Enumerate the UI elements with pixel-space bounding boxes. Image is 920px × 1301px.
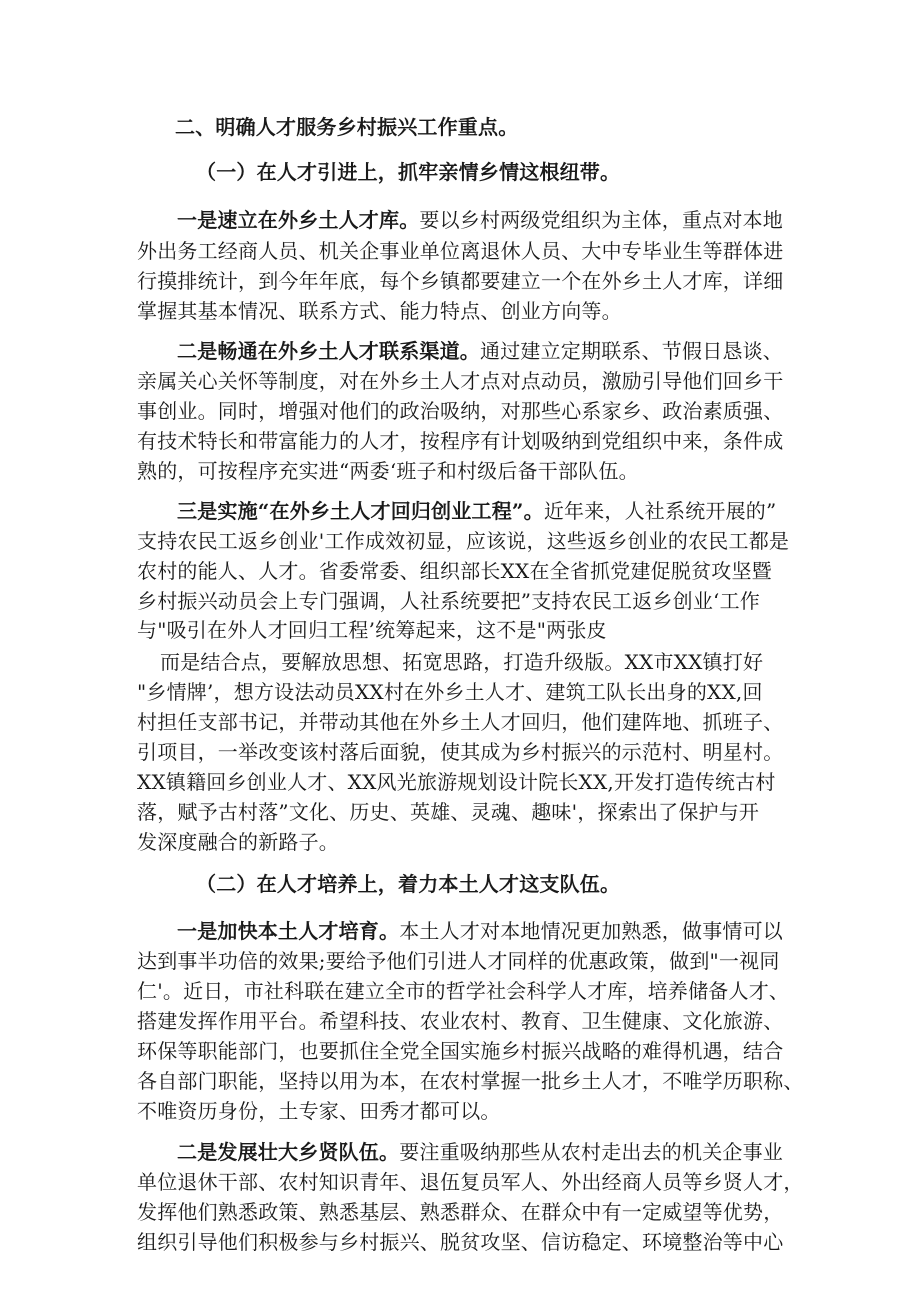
- paragraph-line: 落，赋予古村落”文化、历史、英雄、灵魂、趣味'，探索出了保护与开: [137, 800, 760, 824]
- paragraph-line: 发挥他们熟悉政策、熟悉基层、熟悉群众、在群众中有一定威望等优势，: [137, 1200, 784, 1224]
- paragraph-line: 单位退休干部、农村知识青年、退伍复员军人、外出经商人员等乡贤人才，: [137, 1170, 804, 1194]
- paragraph-line: [177, 497, 776, 525]
- paragraph-line: 引项目，一举改变该村落后面貌，使其成为乡村振兴的示范村、明星村。: [137, 740, 784, 764]
- paragraph-text: 要注重吸纳那些从农村走出去的机关企事业: [399, 1140, 784, 1164]
- paragraph-line: [177, 917, 783, 945]
- paragraph-line: [177, 206, 783, 234]
- paragraph-line: 村担任支部书记，并带动其他在外乡土人才回归，他们建阵地、抓班子、: [137, 710, 784, 734]
- paragraph-line: XX镇籍回乡创业人才、XX风光旅游规划设计院长XX,开发打造传统古村: [137, 770, 776, 794]
- paragraph-line: 外出务工经商人员、机关企事业单位离退休人员、大中专毕业生等群体进: [137, 239, 784, 263]
- section-heading: 二、明确人才服务乡村振兴工作重点。: [175, 115, 519, 139]
- paragraph-line: 亲属关心关怀等制度，对在外乡土人才点对点动员，激励引导他们回乡干: [137, 369, 784, 393]
- paragraph-line: 熟的，可按程序充实进“两委‘班子和村级后备干部队伍。: [137, 459, 639, 483]
- paragraph-line: [177, 1138, 783, 1166]
- paragraph-line: "乡情牌’，想方设法动员XX村在外乡土人才、建筑工队长出身的XX,回: [137, 680, 763, 704]
- paragraph-line: 各自部门职能，坚持以用为本，在农村掌握一批乡土人才，不唯学历职称、: [137, 1069, 804, 1093]
- subsection-title-1: （一）在人才引进上，抓牢亲情乡情这根纽带。: [196, 160, 621, 184]
- paragraph-line: 搭建发挥作用平台。希望科技、农业农村、教育、卫生健康、文化旅游、: [137, 1009, 784, 1033]
- paragraph-lead: 一是加快本土人才培育。: [177, 919, 400, 943]
- paragraph-text: 近年来，人社系统开展的”: [543, 499, 777, 523]
- paragraph-line: 行摸排统计，到今年年底，每个乡镇都要建立一个在外乡土人才库，详细: [137, 269, 784, 293]
- paragraph-line: [177, 337, 783, 365]
- paragraph-line: 支持农民工返乡创业'工作成效初显，应该说，这些返乡创业的农民工都是: [137, 529, 790, 553]
- paragraph-line: 不唯资历身份，土专家、田秀才都可以。: [137, 1099, 501, 1123]
- paragraph-lead: 二是畅通在外乡土人才联系渠道。: [177, 339, 480, 363]
- paragraph-line: 仁'。近日，市社科联在建立全市的哲学社会科学人才库，培养储备人才、: [137, 979, 790, 1003]
- paragraph-line: 事创业。同时，增强对他们的政治吸纳，对那些心系家乡、政治素质强、: [137, 399, 784, 423]
- paragraph-line: 发深度融合的新路子。: [137, 830, 339, 854]
- paragraph-lead: 二是发展壮大乡贤队伍。: [177, 1140, 400, 1164]
- paragraph-text: 通过建立定期联系、节假日恳谈、: [480, 339, 783, 363]
- paragraph-line: 组织引导他们积极参与乡村振兴、脱贫攻坚、信访稳定、环境整治等中心: [137, 1230, 784, 1254]
- paragraph-lead: 一是速立在外乡土人才库。: [177, 208, 420, 232]
- paragraph-line: 而是结合点，要解放思想、拓宽思路，打造升级版。XX市XX镇打好: [160, 650, 764, 674]
- paragraph-line: 乡村振兴动员会上专门强调，人社系统要把”支持农民工返乡创业‘工作: [137, 589, 760, 613]
- paragraph-line: 达到事半功倍的效果;要给予他们引进人才同样的优惠政策，做到"一视同: [137, 949, 780, 973]
- paragraph-line: 与"吸引在外人才回归工程’统筹起来，这不是"两张皮: [137, 618, 607, 642]
- paragraph-line: 有技术特长和带富能力的人才，按程序有计划吸纳到党组织中来，条件成: [137, 429, 784, 453]
- paragraph-lead: 三是实施“在外乡土人才回归创业工程”。: [177, 499, 544, 523]
- paragraph-line: 农村的能人、人才。省委常委、组织部长XX在全省抓党建促脱贫攻坚暨: [137, 559, 772, 583]
- paragraph-text: 本土人才对本地情况更加熟悉，做事情可以: [399, 919, 784, 943]
- subsection-title-2: （二）在人才培养上，着力本土人才这支队伍。: [196, 872, 621, 896]
- paragraph-text: 要以乡村两级党组织为主体，重点对本地: [419, 208, 784, 232]
- paragraph-line: 环保等职能部门，也要抓住全党全国实施乡村振兴战略的难得机遇，结合: [137, 1039, 784, 1063]
- paragraph-line: 掌握其基本情况、联系方式、能力特点、创业方向等。: [137, 299, 622, 323]
